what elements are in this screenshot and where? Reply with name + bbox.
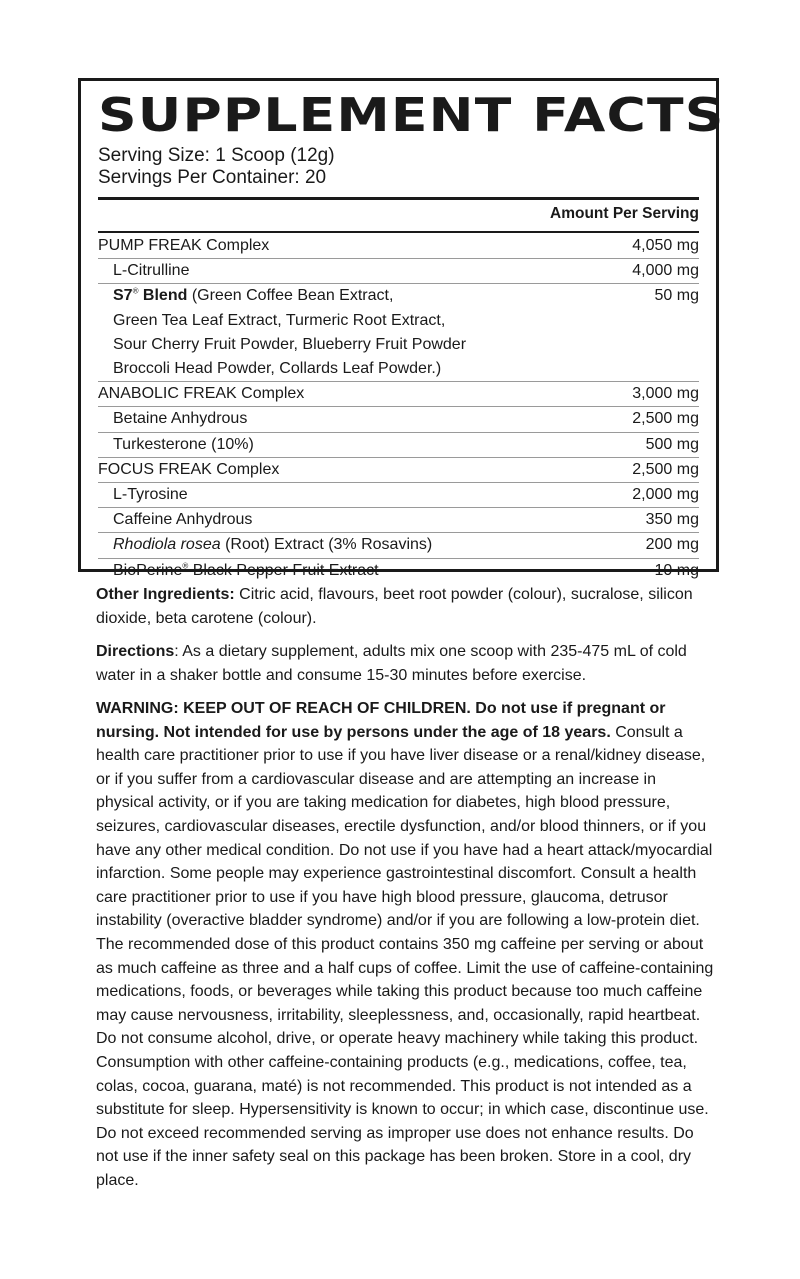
facts-title: SUPPLEMENT FACTS bbox=[98, 88, 725, 142]
ingredient-amount: 2,500 mg bbox=[632, 460, 699, 478]
facts-rows bbox=[98, 234, 699, 583]
s7-blend-description bbox=[98, 284, 699, 381]
s7-line-2: Green Tea Leaf Extract, Turmeric Root Extract, bbox=[113, 311, 446, 329]
registered-mark: ® bbox=[132, 287, 139, 297]
warning bbox=[96, 697, 716, 1192]
table-row bbox=[98, 382, 699, 407]
ingredient-name: L-Citrulline bbox=[113, 262, 190, 280]
table-row bbox=[98, 508, 699, 533]
ingredient-amount: 350 mg bbox=[645, 511, 699, 529]
table-row bbox=[98, 234, 699, 259]
ingredient-name: FOCUS FREAK Complex bbox=[98, 460, 280, 478]
s7-line-1: (Green Coffee Bean Extract, bbox=[187, 287, 394, 305]
ingredient-name: Betaine Anhydrous bbox=[113, 410, 248, 428]
blend-word: Blend bbox=[138, 287, 188, 305]
table-row bbox=[98, 483, 699, 508]
ingredient-amount: 4,050 mg bbox=[632, 237, 699, 254]
servings-per-container: Servings Per Container: 20 bbox=[98, 167, 327, 188]
ingredient-amount: 2,000 mg bbox=[632, 486, 699, 504]
table-row bbox=[98, 559, 699, 583]
header-divider bbox=[98, 231, 699, 233]
amount-per-serving-header: Amount Per Serving bbox=[550, 205, 699, 222]
registered-mark: ® bbox=[182, 561, 189, 571]
table-row bbox=[98, 458, 699, 483]
ingredient-name: ANABOLIC FREAK Complex bbox=[98, 385, 305, 403]
rhodiola-rest: (Root) Extract (3% Rosavins) bbox=[220, 536, 433, 554]
serving-size: Serving Size: 1 Scoop (12g) bbox=[98, 145, 335, 166]
directions-label: Directions bbox=[96, 643, 175, 660]
ingredient-amount: 500 mg bbox=[645, 435, 699, 453]
ingredient-name: PUMP FREAK Complex bbox=[98, 237, 270, 254]
ingredient-name: Turkesterone (10%) bbox=[113, 435, 254, 453]
bioperine-brand: BioPerine bbox=[113, 561, 183, 579]
s7-line-4: Broccoli Head Powder, Collards Leaf Powder.) bbox=[113, 360, 442, 378]
bioperine-rest: Black Pepper Fruit Extract bbox=[188, 561, 379, 579]
table-row bbox=[98, 533, 699, 558]
thick-divider bbox=[98, 197, 699, 200]
other-ingredients bbox=[96, 583, 716, 630]
table-row bbox=[98, 433, 699, 458]
directions-text: : As a dietary supplement, adults mix one scoop with 235-475 mL of cold water in a shaker bottle and consume 15-30 minutes before exercise. bbox=[96, 643, 687, 684]
ingredient-name: Caffeine Anhydrous bbox=[113, 511, 253, 529]
table-row-s7-blend bbox=[98, 284, 699, 382]
ingredient-amount: 2,500 mg bbox=[632, 410, 699, 428]
ingredient-name bbox=[98, 533, 699, 557]
directions bbox=[96, 640, 716, 687]
serving-info bbox=[98, 145, 335, 189]
table-row bbox=[98, 259, 699, 284]
ingredient-amount: 10 mg bbox=[654, 561, 699, 579]
ingredient-amount: 4,000 mg bbox=[632, 262, 699, 280]
warning-text: Consult a health care practitioner prior to use if you have liver disease or a renal/kidney disease, or if you suffer from a cardiovascular disease and are attempting an increase in physical activity, or if you are taking medication for diabetes, high blood pressure, seizures, cardiovascular diseases, erectile dysfunction, and/or blood thinners, or if you have any other medical condition. Do not use if you have had a heart attack/myocardial infarction. Some people may experience gastrointestinal discomfort. Consult a health care practitioner prior to use if you have high blood pressure, glaucoma, detrusor instability (overactive bladder syndrome) and/or if you are following a low-protein diet. The recommended dose of this product contains 350 mg caffeine per serving or about as much caffeine as three and a half cups of coffee. Limit the use of caffeine-containing medications, foods, or beverages while taking this product because too much caffeine may cause nervousness, irritability, sleeplessness, and, occasionally, rapid heartbeat. Do not consume alcohol, drive, or operate heavy machinery while taking this product. Consumption with other caffeine-containing products (e.g., medications, coffee, tea, colas, cocoa, guarana, maté) is not recommended. This product is not intended as a substitute for sleep. Hypersensitivity is known to occur; in which case, discontinue use. Do not exceed recommended serving as improper use does not enhance results. Do not use if the inner safety seal on this package has been broken. Store in a cool, dry place. bbox=[96, 723, 714, 1189]
table-row bbox=[98, 407, 699, 432]
supplement-facts-panel bbox=[78, 78, 725, 579]
ingredient-name bbox=[98, 559, 699, 583]
rhodiola-latin-name: Rhodiola rosea bbox=[113, 536, 221, 554]
ingredient-amount: 200 mg bbox=[645, 536, 699, 554]
ingredient-amount: 50 mg bbox=[654, 287, 699, 305]
other-ingredients-text: Citric acid, flavours, beet root powder (colour), sucralose, silicon dioxide, beta carotene (colour). bbox=[96, 586, 693, 627]
s7-brand: S7 bbox=[113, 287, 133, 305]
warning-bold: WARNING: KEEP OUT OF REACH OF CHILDREN. Do not use if pregnant or nursing. Not intended for use by persons under the age of 18 years. bbox=[96, 700, 666, 741]
s7-line-3: Sour Cherry Fruit Powder, Blueberry Fruit Powder bbox=[113, 335, 467, 353]
ingredient-name: L-Tyrosine bbox=[113, 486, 188, 504]
ingredient-amount: 3,000 mg bbox=[632, 385, 699, 403]
other-ingredients-label: Other Ingredients: bbox=[96, 586, 235, 603]
